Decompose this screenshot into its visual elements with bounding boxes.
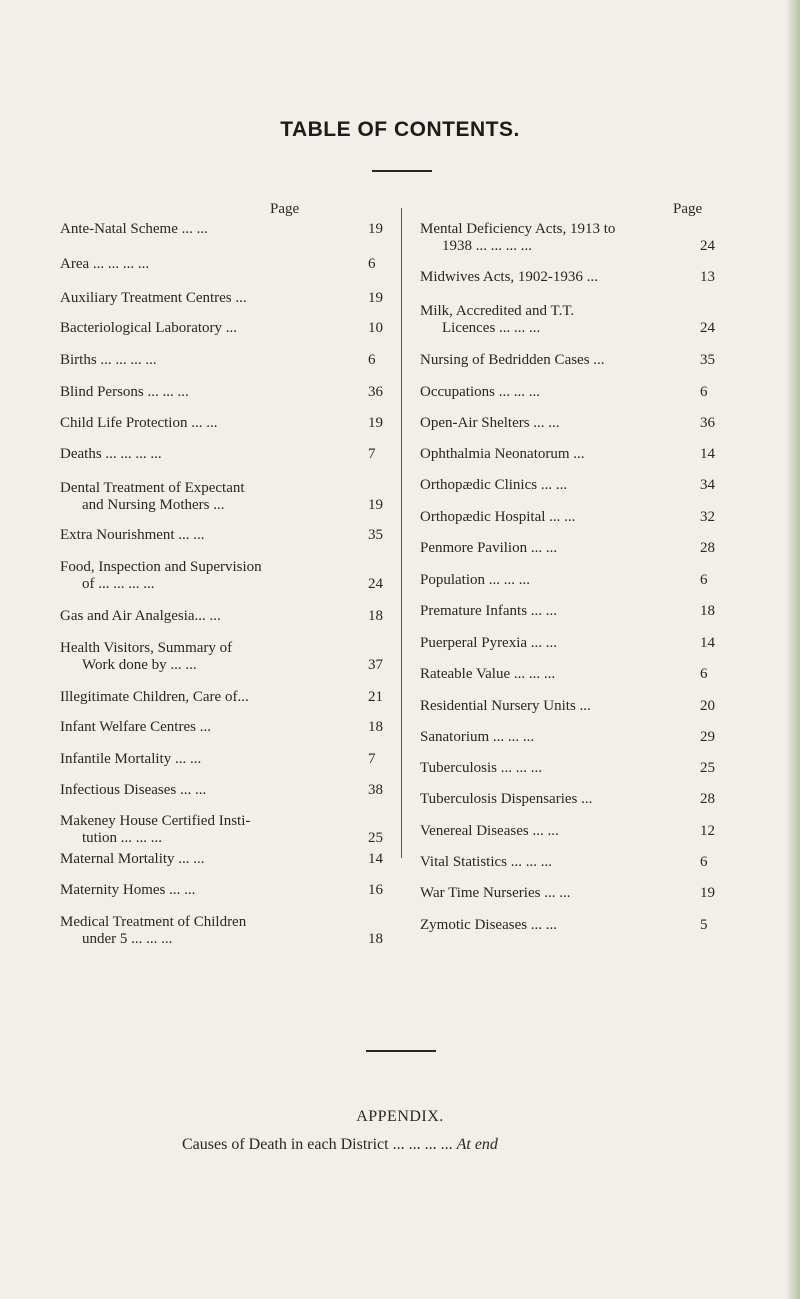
right-entry-page-number: 14: [700, 446, 715, 462]
left-entry-page-number: 25: [368, 830, 383, 846]
right-entry-name: Open-Air Shelters ... ...: [420, 415, 560, 431]
right-entry-page-number: 32: [700, 509, 715, 525]
right-entry-page-number: 6: [700, 384, 708, 400]
left-entry-name: Child Life Protection ... ...: [60, 415, 218, 431]
left-entry: [60, 608, 383, 625]
right-entry-page-number: 19: [700, 885, 715, 901]
left-entry-name: Health Visitors, Summary of: [60, 640, 233, 656]
right-entry-name: War Time Nurseries ... ...: [420, 885, 571, 901]
left-entry-name: Illegitimate Children, Care of...: [60, 689, 249, 705]
left-entry-page-number: 6: [368, 256, 376, 272]
left-entry-continuation: under 5 ... ... ...: [82, 931, 173, 947]
right-entry-name: Venereal Diseases ... ...: [420, 823, 559, 839]
left-entry-page-number: 19: [368, 221, 383, 237]
right-entry-name: Zymotic Diseases ... ...: [420, 917, 558, 933]
left-entry-name: Maternity Homes ... ...: [60, 882, 196, 898]
left-entry-name: Auxiliary Treatment Centres ...: [60, 290, 247, 306]
right-entry-page-number: 6: [700, 854, 708, 870]
right-entry: [420, 823, 715, 840]
right-entry-name: Penmore Pavilion ... ...: [420, 540, 558, 556]
right-entry: [420, 666, 708, 683]
left-entry-continuation: and Nursing Mothers ...: [82, 497, 225, 513]
appendix-entry-name: Causes of Death in each District ... ... ... ...: [182, 1136, 453, 1153]
right-entry-name: Sanatorium ... ... ...: [420, 729, 535, 745]
left-entry: [60, 782, 383, 799]
right-entry-page-number: 35: [700, 352, 715, 368]
left-entry-name: Area ... ... ... ...: [60, 256, 150, 272]
left-entry: [60, 384, 383, 401]
left-entry: [60, 882, 383, 899]
left-entry: [60, 689, 383, 706]
left-entry-page-number: 36: [368, 384, 383, 400]
left-entry-page-number: 21: [368, 689, 383, 705]
left-entry-name: Births ... ... ... ...: [60, 352, 157, 368]
right-entry-name: Orthopædic Hospital ... ...: [420, 509, 576, 525]
left-entry-page-number: 10: [368, 320, 383, 336]
left-entry-page-number: 14: [368, 851, 383, 867]
left-entry-page-number: 18: [368, 608, 383, 624]
left-entry-continuation: Work done by ... ...: [82, 657, 197, 673]
left-entry-name: Makeney House Certified Insti-: [60, 813, 251, 829]
right-entry-name: Rateable Value ... ... ...: [420, 666, 556, 682]
left-entry: [60, 221, 383, 238]
right-entry-name: Tuberculosis Dispensaries ...: [420, 791, 593, 807]
right-entry: [420, 917, 708, 934]
right-entry-page-number: 20: [700, 698, 715, 714]
right-entry-name: Orthopædic Clinics ... ...: [420, 477, 568, 493]
left-page-header: Page: [270, 201, 300, 217]
left-entry-name: Infectious Diseases ... ...: [60, 782, 207, 798]
left-entry: [60, 290, 383, 307]
left-entry: [60, 559, 383, 593]
right-entry: [420, 303, 715, 337]
right-entry: [420, 854, 708, 871]
page-title: TABLE OF CONTENTS.: [280, 118, 520, 141]
right-entry: [420, 698, 715, 715]
right-entry-page-number: 25: [700, 760, 715, 776]
right-entry-page-number: 6: [700, 572, 708, 588]
left-entry: [60, 352, 376, 369]
left-entry-page-number: 19: [368, 290, 383, 306]
left-entry-page-number: 19: [368, 415, 383, 431]
left-entry: [60, 446, 376, 463]
left-entry-name: Blind Persons ... ... ...: [60, 384, 189, 400]
right-page-header: Page: [673, 201, 703, 217]
left-entry-page-number: 37: [368, 657, 383, 673]
appendix-entry-ref: At end: [456, 1136, 498, 1153]
left-entry-name: Bacteriological Laboratory ...: [60, 320, 238, 336]
right-entry: [420, 352, 715, 369]
right-entry-name: Ophthalmia Neonatorum ...: [420, 446, 585, 462]
right-entry-page-number: 18: [700, 603, 715, 619]
left-entry-name: Ante-Natal Scheme ... ...: [60, 221, 208, 237]
title-rule: [372, 170, 432, 172]
right-entry: [420, 885, 715, 902]
left-entry: [60, 813, 383, 847]
right-entry-name: Occupations ... ... ...: [420, 384, 540, 400]
right-entry: [420, 572, 708, 589]
right-entry: [420, 791, 715, 808]
right-entry: [420, 635, 715, 652]
page-edge-shadow: [786, 0, 800, 1299]
left-entry: [60, 415, 383, 432]
right-entry: [420, 477, 715, 494]
left-entry-name: Medical Treatment of Children: [60, 914, 247, 930]
left-entry: [60, 719, 383, 736]
right-entry-name: Vital Statistics ... ... ...: [420, 854, 553, 870]
right-entry: [420, 415, 715, 432]
right-entry-page-number: 12: [700, 823, 715, 839]
right-entry: [420, 446, 715, 463]
right-entry: [420, 729, 715, 746]
right-entry: [420, 269, 715, 286]
left-entry: [60, 851, 383, 868]
left-entry: [60, 480, 383, 514]
left-entry: [60, 256, 376, 273]
left-entry: [60, 320, 383, 337]
left-entry-name: Infantile Mortality ... ...: [60, 751, 202, 767]
left-entry-page-number: 16: [368, 882, 383, 898]
left-entry: [60, 527, 383, 544]
right-entry-continuation: 1938 ... ... ... ...: [442, 238, 532, 254]
left-entry-page-number: 7: [368, 751, 376, 767]
left-entry-page-number: 18: [368, 719, 383, 735]
right-entry-page-number: 29: [700, 729, 715, 745]
left-entry-name: Food, Inspection and Supervision: [60, 559, 262, 575]
right-entry-page-number: 6: [700, 666, 708, 682]
left-entry-name: Infant Welfare Centres ...: [60, 719, 211, 735]
right-entry-page-number: 28: [700, 540, 715, 556]
left-entry-name: Deaths ... ... ... ...: [60, 446, 162, 462]
left-entry-continuation: of ... ... ... ...: [82, 576, 155, 592]
right-entry-name: Premature Infants ... ...: [420, 603, 558, 619]
left-entry-page-number: 18: [368, 931, 383, 947]
left-entry-name: Maternal Mortality ... ...: [60, 851, 205, 867]
right-entry: [420, 540, 715, 557]
right-entry: [420, 603, 715, 620]
right-entry-name: Population ... ... ...: [420, 572, 531, 588]
left-entry-continuation: tution ... ... ...: [82, 830, 163, 846]
contents-end-rule: [366, 1050, 436, 1052]
right-entry: [420, 384, 708, 401]
left-entry-page-number: 24: [368, 576, 383, 592]
right-entry-name: Mental Deficiency Acts, 1913 to: [420, 221, 616, 237]
right-entry: [420, 760, 715, 777]
right-entry: [420, 221, 715, 255]
right-entry-page-number: 36: [700, 415, 715, 431]
left-entry-name: Gas and Air Analgesia... ...: [60, 608, 221, 624]
left-entry: [60, 914, 383, 948]
appendix-entry: [182, 1136, 498, 1154]
column-divider: [401, 208, 402, 858]
right-entry-page-number: 24: [700, 238, 715, 254]
right-entry-name: Puerperal Pyrexia ... ...: [420, 635, 558, 651]
right-entry-name: Tuberculosis ... ... ...: [420, 760, 542, 776]
right-entry-name: Milk, Accredited and T.T.: [420, 303, 575, 319]
left-entry: [60, 640, 383, 674]
appendix-heading: APPENDIX.: [356, 1108, 444, 1125]
left-entry-page-number: 19: [368, 497, 383, 513]
right-entry-page-number: 24: [700, 320, 715, 336]
left-entry-name: Dental Treatment of Expectant: [60, 480, 245, 496]
right-entry-name: Nursing of Bedridden Cases ...: [420, 352, 605, 368]
right-entry-name: Midwives Acts, 1902-1936 ...: [420, 269, 598, 285]
left-entry-name: Extra Nourishment ... ...: [60, 527, 205, 543]
right-entry-name: Residential Nursery Units ...: [420, 698, 591, 714]
left-entry-page-number: 6: [368, 352, 376, 368]
right-entry-page-number: 5: [700, 917, 708, 933]
right-entry-continuation: Licences ... ... ...: [442, 320, 541, 336]
right-entry-page-number: 13: [700, 269, 715, 285]
left-entry-page-number: 38: [368, 782, 383, 798]
right-entry-page-number: 14: [700, 635, 715, 651]
right-entry-page-number: 28: [700, 791, 715, 807]
left-entry: [60, 751, 376, 768]
right-entry-page-number: 34: [700, 477, 715, 493]
left-entry-page-number: 7: [368, 446, 376, 462]
right-entry: [420, 509, 715, 526]
left-entry-page-number: 35: [368, 527, 383, 543]
